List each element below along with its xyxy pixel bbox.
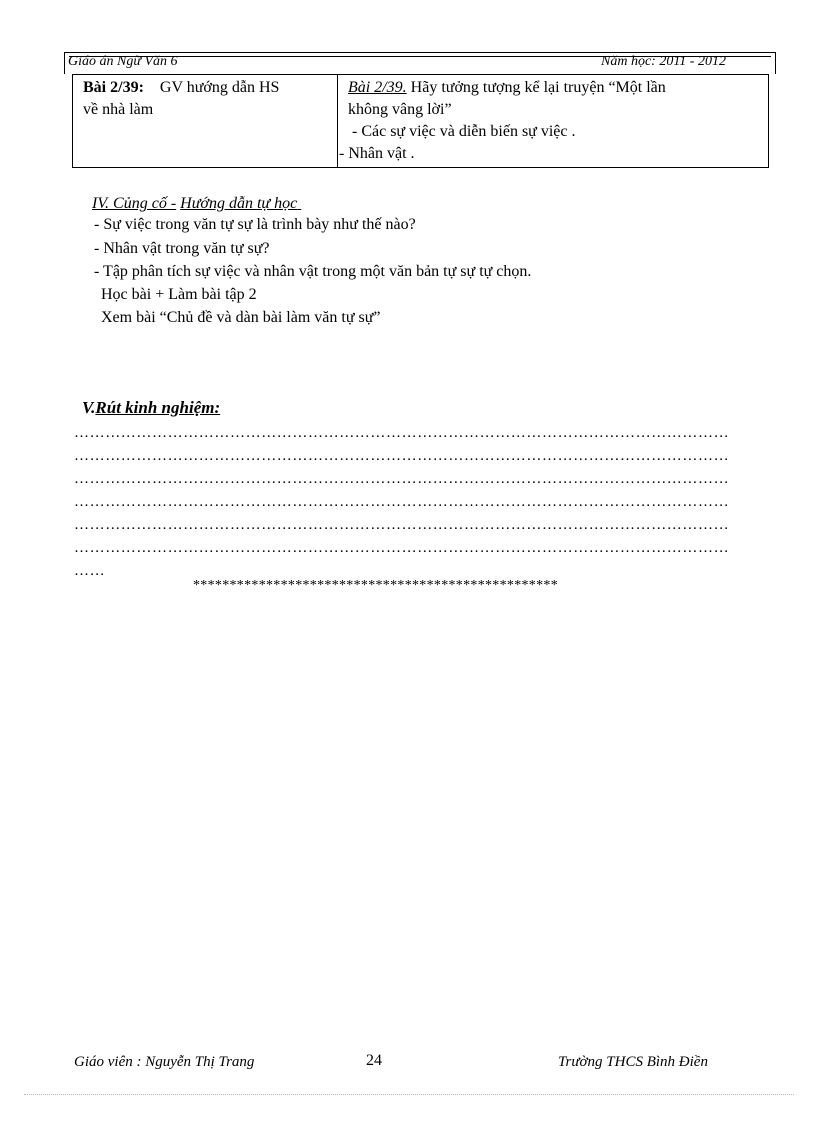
section-5-prefix: V. <box>82 398 96 417</box>
section-4-item: Xem bài “Chủ đề và dàn bài làm văn tự sự” <box>101 309 381 326</box>
dotted-line: ……………………………………………………………………………………………………………… <box>74 425 730 441</box>
dotted-line: ……………………………………………………………………………………………………………… <box>74 517 730 533</box>
section-4-item: - Tập phân tích sự việc và nhân vật trong một văn bản tự sự tự chọn. <box>94 263 532 280</box>
section-4-item: - Sự việc trong văn tự sự là trình bày như thế nào? <box>94 216 416 233</box>
dotted-line: ……………………………………………………………………………………………………………… <box>74 471 730 487</box>
exercise-label: Bài 2/39: <box>83 79 144 96</box>
dotted-line: …… <box>74 563 106 579</box>
teacher-activity-cell <box>73 75 338 168</box>
lesson-table <box>72 74 769 168</box>
exercise-item-events: - Các sự việc và diễn biến sự việc . <box>352 123 576 140</box>
section-5-title <box>82 398 220 418</box>
section-4-title-b: Hướng dẫn tự học <box>180 195 298 212</box>
dotted-line: ……………………………………………………………………………………………………………… <box>74 494 730 510</box>
section-5-heading: Rút kinh nghiệm: <box>95 398 221 417</box>
section-4-item: - Nhân vật trong văn tự sự? <box>94 240 270 257</box>
exercise-title: Bài 2/39. <box>348 79 407 96</box>
header-school-year: Năm học: 2011 - 2012 <box>601 54 726 69</box>
footer-school: Trường THCS Bình Điền <box>558 1054 708 1070</box>
teacher-activity-text: GV hướng dẫn HS <box>159 79 280 96</box>
exercise-content-cell <box>338 75 769 168</box>
section-4-item: Học bài + Làm bài tập 2 <box>101 286 257 303</box>
footer-teacher: Giáo viên : Nguyễn Thị Trang <box>74 1054 255 1070</box>
exercise-prompt: Hãy tưởng tượng kể lại truyện “Một lần <box>410 79 666 96</box>
teacher-activity-text-2: về nhà làm <box>83 101 154 118</box>
dotted-line: ……………………………………………………………………………………………………………… <box>74 448 730 464</box>
dotted-line: ……………………………………………………………………………………………………………… <box>74 540 730 556</box>
section-4-title-a: IV. Củng cố - <box>92 195 177 212</box>
footer-dotted-rule <box>24 1094 794 1095</box>
star-divider: ************************************************** <box>193 578 558 593</box>
header-subject: Giáo án Ngữ Văn 6 <box>68 54 178 69</box>
exercise-item-characters: - Nhân vật . <box>339 145 415 162</box>
table-row <box>73 75 769 168</box>
exercise-prompt-2: không vâng lời” <box>348 101 452 118</box>
page-number: 24 <box>366 1052 382 1069</box>
section-4-title <box>92 192 301 215</box>
